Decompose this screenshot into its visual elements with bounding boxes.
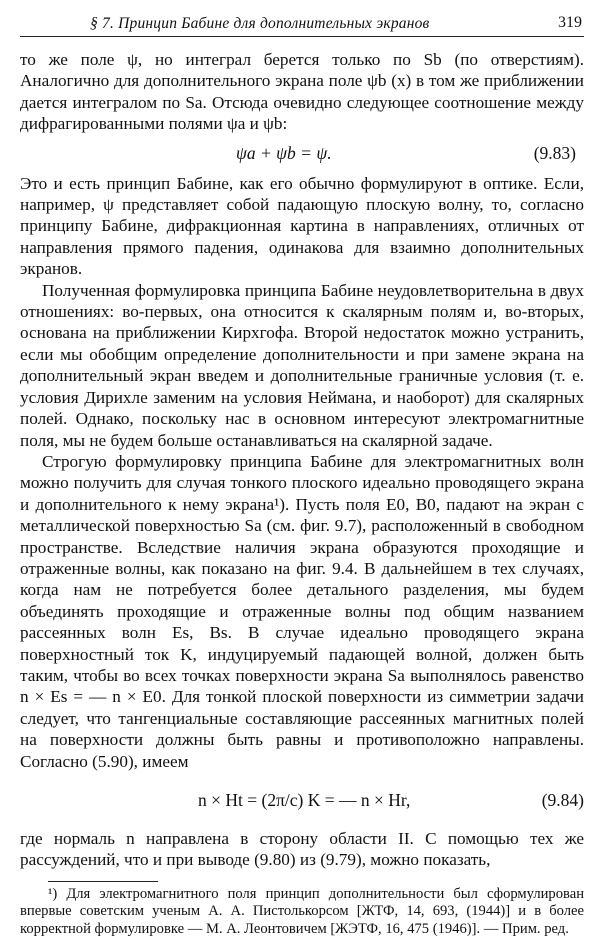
main-text (20, 49, 584, 871)
running-head: § 7. Принцип Бабине для дополнительных экранов (90, 15, 430, 32)
paragraph-1: то же поле ψ, но интеграл берется только по Sb (по отверстиям). Аналогично для дополнительного экрана поле ψb (x) в том же приближении дается интегралом по Sa. Отсюда очевидно следующее соотношение между дифрагированными полями ψa и ψb: (20, 50, 584, 134)
footnote-text: ¹) Для электромагнитного поля принцип дополнительности был сформулирован впервые советским ученым А. А. Пистолькорсом [ЖТФ, 14, 693, (1944)] и в более корректной формулировке — М. А. Леонтовичем [ЖЭТФ, 16, 475 (1946)]. — Прим. ред. (20, 885, 584, 937)
footnote-divider (48, 881, 158, 882)
equation-number: (9.83) (533, 142, 576, 163)
paragraph-4: Строгую формулировку принципа Бабине для электромагнитных волн можно получить для случая тонкого плоского идеально проводящего экрана и дополнительного к нему экрана¹). Пусть поля E0, B0, падают на экран с металлической поверхностью Sa (см. фиг. 9.7), расположенный в свободном пространстве. Вследствие наличия экрана образуются проходящие и отраженные волны, как показано на фиг. 9.4. В дальнейшем в тех случаях, когда нам не потребуется более детального разделения, мы будем объединять проходящие и отраженные волны под общим названием рассеянных волн Es, Bs. В случае идеально проводящего экрана поверхностный ток K, индуцируемый падающей волной, должен быть таким, чтобы во всех точках поверхности экрана Sa выполнялось равенство n × Es = — n × E0. Для тонкой плоской поверхности из симметрии задачи следует, что тангенциальные составляющие рассеянных магнитных полей на поверхности должны быть равны и противоположно направлены. Согласно (5.90), имеем (20, 451, 584, 771)
paragraph-5: где нормаль n направлена в сторону области II. С помощью тех же рассуждений, что и при выводе (9.80) из (9.79), можно показать, (20, 829, 584, 870)
equation-body: ψa + ψb = ψ. (236, 142, 332, 163)
equation-9-83 (20, 139, 584, 169)
paragraph-3: Полученная формулировка принципа Бабине неудовлетворительна в двух отношениях: во-первых, она относится к скалярным полям и, во-вторых, основана на приближении Кирхгофа. Второй недостаток можно устранить, если мы обобщим определение дополнительности и при замене экрана на дополнительный экран введем и дополнительные граничные условия (т. е. условия Дирихле заменим на условия Неймана, и наоборот) для скалярных полей. Однако, поскольку нас в основном интересуют электромагнитные поля, мы не будем больше останавливаться на скалярной задаче. (20, 280, 584, 450)
footnote (20, 886, 584, 938)
page-header (20, 10, 584, 37)
equation-9-84 (20, 780, 584, 820)
equation-number: (9.84) (541, 790, 584, 810)
page-number: 319 (558, 14, 582, 31)
equation-body: n × Ht = (2π/c) K = — n × Hr, (198, 790, 411, 810)
paragraph-2: Это и есть принцип Бабине, как его обычно формулируют в оптике. Если, например, ψ представляет собой падающую плоскую волну, то, согласно принципу Бабине, дифракционная картина в направлениях, отличных от направления прямого падения, одинакова для взаимно дополнительных экранов. (20, 173, 584, 279)
